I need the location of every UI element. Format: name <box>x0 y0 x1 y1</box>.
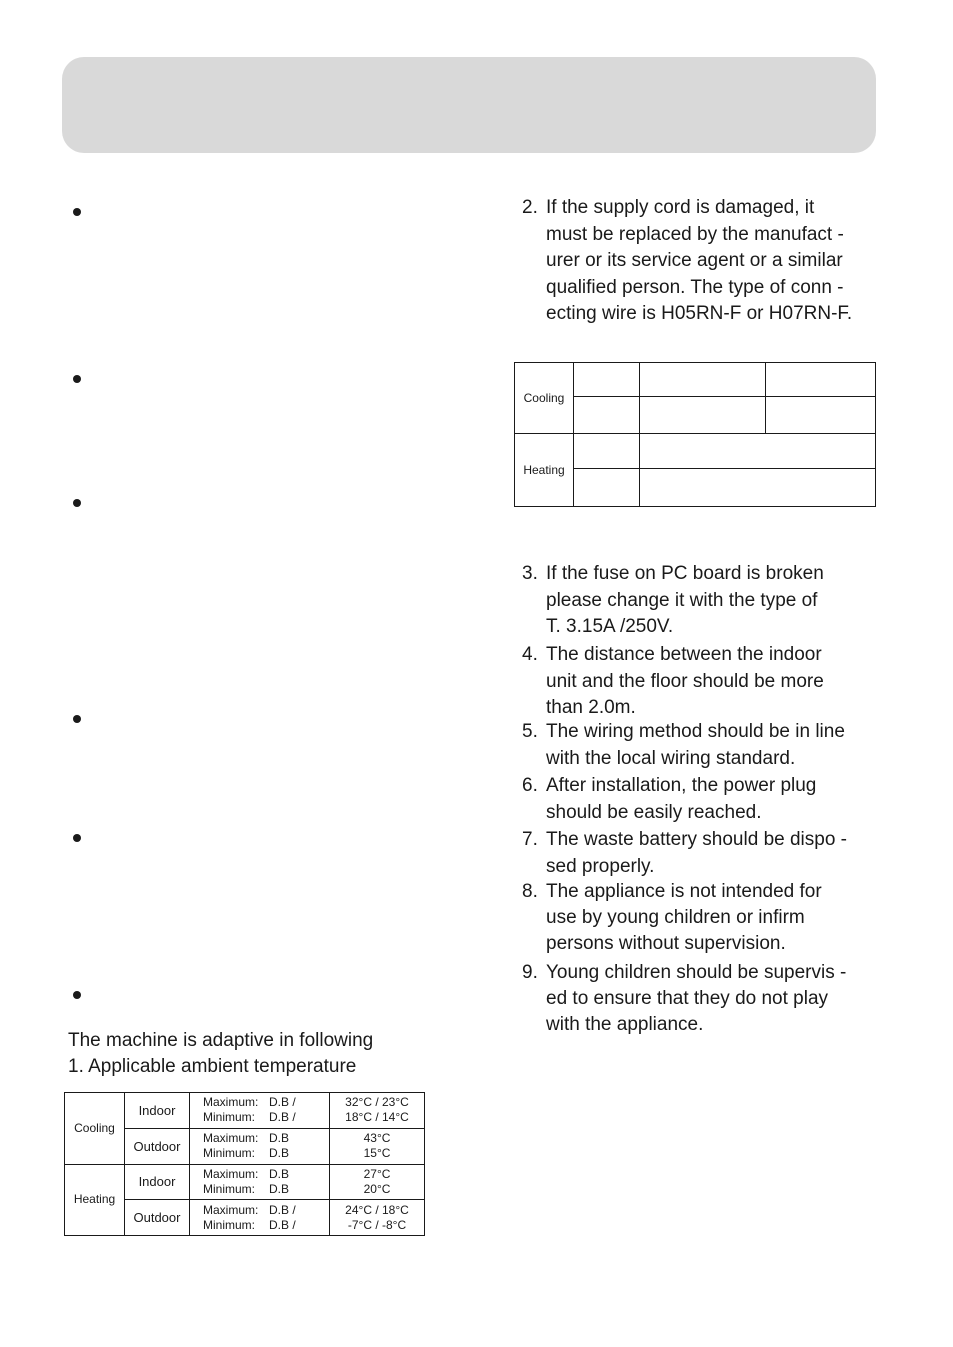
grid-cell <box>640 363 766 397</box>
note-5 <box>522 719 845 772</box>
grid-cell <box>640 434 876 469</box>
note-6-line: should be easily reached. <box>546 801 762 823</box>
bullet-3 <box>73 499 81 507</box>
grid-cell <box>640 469 876 507</box>
header-band <box>62 57 876 153</box>
heating-outdoor-range: Maximum: D.B / Minimum: D.B / <box>190 1200 330 1236</box>
cooling-indoor-label: Indoor <box>125 1093 190 1129</box>
cooling-label: Cooling <box>65 1093 125 1165</box>
grid-cell <box>766 397 876 434</box>
cooling-outdoor-label: Outdoor <box>125 1128 190 1164</box>
note-4-number: 4. <box>522 644 538 665</box>
grid-cell <box>574 363 640 397</box>
grid-heating-label: Heating <box>515 434 574 507</box>
grid-cell <box>766 363 876 397</box>
heating-indoor-label: Indoor <box>125 1164 190 1200</box>
note-8-line: persons without supervision. <box>546 933 786 954</box>
note-5-line: with the local wiring standard. <box>546 747 796 769</box>
note-3-line: If the fuse on PC board is broken <box>546 563 824 584</box>
note-7 <box>522 827 847 880</box>
note-7-line: sed properly. <box>546 855 655 877</box>
note-6-line: After installation, the power plug <box>546 775 817 796</box>
cooling-outdoor-values: 43°C 15°C <box>330 1128 425 1164</box>
grid-cell <box>574 469 640 507</box>
note-5-line: The wiring method should be in line <box>546 721 845 742</box>
bullet-1 <box>73 208 81 216</box>
note-3 <box>522 561 824 641</box>
bullet-6 <box>73 991 81 999</box>
note-6-number: 6. <box>522 775 538 796</box>
cooling-indoor-range: Maximum: D.B / Minimum: D.B / <box>190 1093 330 1129</box>
intro-line-1: The machine is adaptive in following <box>68 1030 374 1051</box>
note-2-line: qualified person. The type of conn - <box>546 276 844 298</box>
bullet-4 <box>73 715 81 723</box>
note-3-line: T. 3.15A /250V. <box>546 616 674 638</box>
note-9-line: Young children should be supervis - <box>546 962 847 983</box>
note-3-number: 3. <box>522 563 538 584</box>
note-2-line: ecting wire is H05RN-F or H07RN-F. <box>546 303 853 325</box>
heating-outdoor-values: 24°C / 18°C -7°C / -8°C <box>330 1200 425 1236</box>
note-9-line: ed to ensure that they do not play <box>546 988 829 1009</box>
note-8-number: 8. <box>522 881 538 902</box>
note-9-number: 9. <box>522 962 538 983</box>
note-8-line: use by young children or infirm <box>546 907 805 928</box>
heating-indoor-range: Maximum: D.B Minimum: D.B <box>190 1164 330 1200</box>
note-4-line: The distance between the indoor <box>546 644 822 665</box>
grid-cell <box>574 397 640 434</box>
bullet-5 <box>73 834 81 842</box>
note-5-number: 5. <box>522 721 538 742</box>
grid-cell <box>574 434 640 469</box>
note-2-line: must be replaced by the manufact - <box>546 223 844 245</box>
heating-indoor-values: 27°C 20°C <box>330 1164 425 1200</box>
note-8 <box>522 879 822 957</box>
ambient-temperature-table <box>64 1092 425 1236</box>
heating-indoor-row <box>65 1164 425 1200</box>
heating-label: Heating <box>65 1164 125 1236</box>
note-9-line: with the appliance. <box>546 1014 704 1035</box>
cooling-indoor-values: 32°C / 23°C 18°C / 14°C <box>330 1093 425 1129</box>
cooling-outdoor-range: Maximum: D.B Minimum: D.B <box>190 1128 330 1164</box>
note-4-line: than 2.0m. <box>546 697 636 719</box>
grid-cell <box>640 397 766 434</box>
note-7-number: 7. <box>522 829 538 850</box>
note-7-line: The waste battery should be dispo - <box>546 829 848 850</box>
note-6 <box>522 773 816 826</box>
grid-cooling-label: Cooling <box>515 363 574 434</box>
note-4 <box>522 642 824 722</box>
note-8-line: The appliance is not intended for <box>546 881 822 902</box>
note-2 <box>522 195 852 328</box>
note-4-line: unit and the floor should be more <box>546 670 824 692</box>
bullet-2 <box>73 375 81 383</box>
note-2-line: urer or its service agent or a similar <box>546 250 843 272</box>
note-3-line: please change it with the type of <box>546 589 818 611</box>
note-9 <box>522 960 846 1038</box>
voltage-grid-table <box>514 362 876 507</box>
note-2-number: 2. <box>522 197 538 218</box>
heating-outdoor-label: Outdoor <box>125 1200 190 1236</box>
cooling-indoor-row <box>65 1093 425 1129</box>
note-2-line: If the supply cord is damaged, it <box>546 197 815 218</box>
intro-line-2: 1. Applicable ambient temperature <box>68 1056 357 1077</box>
